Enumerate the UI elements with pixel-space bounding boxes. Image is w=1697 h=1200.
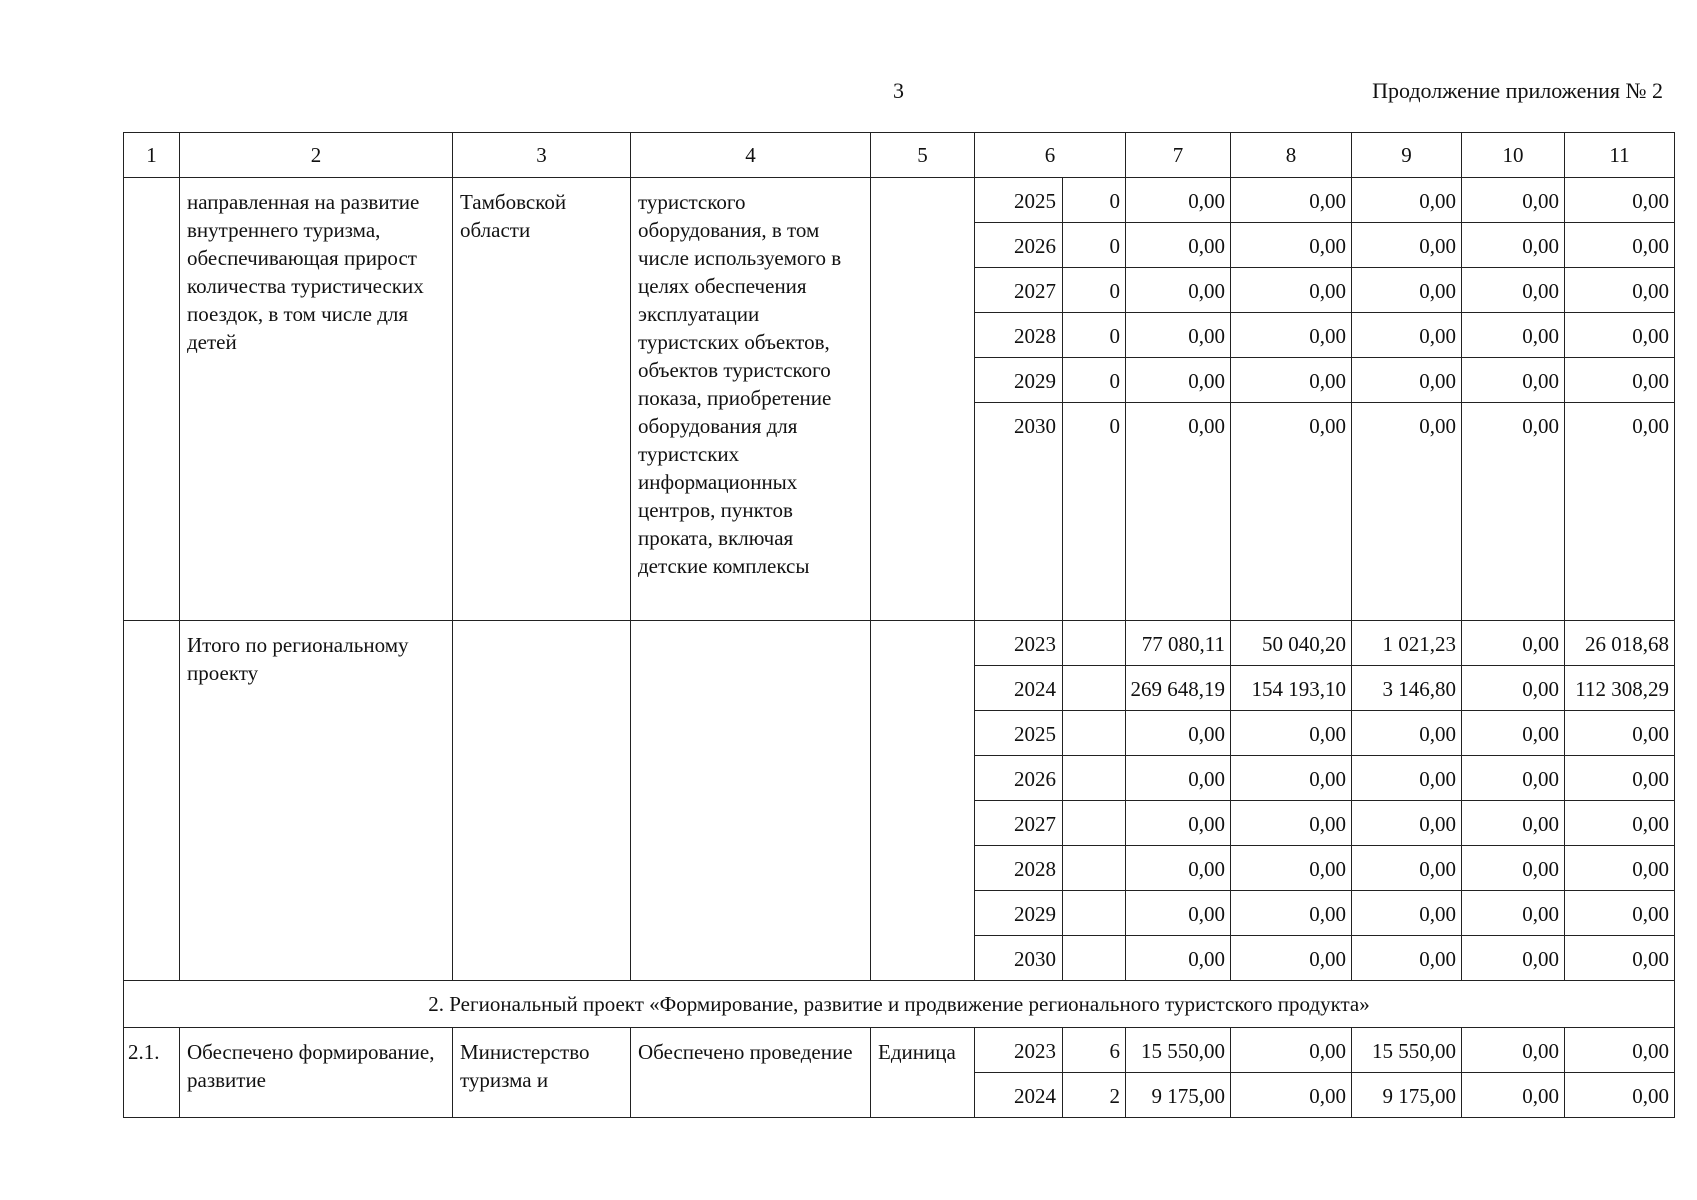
value-cell: 0,00 <box>1126 936 1231 981</box>
count-cell <box>1063 801 1126 846</box>
year-cell: 2026 <box>975 756 1063 801</box>
section-title: 2. Региональный проект «Формирование, развитие и продвижение регионального туристского продукта» <box>124 981 1675 1028</box>
responsible-party <box>453 621 631 981</box>
value-cell: 1 021,23 <box>1352 621 1462 666</box>
column-header: 4 <box>631 133 871 178</box>
appendix-continuation-label: Продолжение приложения № 2 <box>1372 78 1663 103</box>
value-cell: 0,00 <box>1565 1073 1675 1118</box>
value-cell: 0,00 <box>1462 1028 1565 1073</box>
year-cell: 2025 <box>975 711 1063 756</box>
table-row <box>124 178 1675 223</box>
row-index-cell <box>124 621 180 981</box>
value-cell: 50 040,20 <box>1231 621 1352 666</box>
column-header: 2 <box>180 133 453 178</box>
count-cell: 0 <box>1063 358 1126 403</box>
value-cell: 0,00 <box>1565 756 1675 801</box>
count-cell <box>1063 756 1126 801</box>
value-cell: 0,00 <box>1352 801 1462 846</box>
count-cell: 0 <box>1063 313 1126 358</box>
column-header: 1 <box>124 133 180 178</box>
unit-cell <box>871 621 975 981</box>
result-description: туристского оборудования, в том числе используемого в целях обеспечения эксплуатации туристских объектов, объектов туристского показа, приобретение оборудования для туристских информационных центров, пунктов проката, включая детские комплексы <box>631 178 871 621</box>
value-cell: 0,00 <box>1462 936 1565 981</box>
value-cell: 0,00 <box>1231 223 1352 268</box>
value-cell: 0,00 <box>1565 711 1675 756</box>
value-cell: 15 550,00 <box>1352 1028 1462 1073</box>
value-cell: 0,00 <box>1231 846 1352 891</box>
value-cell: 0,00 <box>1352 711 1462 756</box>
value-cell: 0,00 <box>1231 358 1352 403</box>
value-cell: 0,00 <box>1126 268 1231 313</box>
year-cell: 2030 <box>975 936 1063 981</box>
value-cell: 0,00 <box>1462 223 1565 268</box>
value-cell: 112 308,29 <box>1565 666 1675 711</box>
unit-cell <box>871 178 975 621</box>
value-cell: 77 080,11 <box>1126 621 1231 666</box>
count-cell <box>1063 621 1126 666</box>
year-cell: 2025 <box>975 178 1063 223</box>
value-cell: 0,00 <box>1231 1073 1352 1118</box>
value-cell: 0,00 <box>1462 403 1565 621</box>
value-cell: 0,00 <box>1126 403 1231 621</box>
value-cell: 0,00 <box>1352 846 1462 891</box>
value-cell: 0,00 <box>1462 178 1565 223</box>
value-cell: 26 018,68 <box>1565 621 1675 666</box>
value-cell: 0,00 <box>1565 358 1675 403</box>
value-cell: 0,00 <box>1565 403 1675 621</box>
value-cell: 0,00 <box>1565 801 1675 846</box>
value-cell: 0,00 <box>1565 178 1675 223</box>
value-cell: 0,00 <box>1352 358 1462 403</box>
page-number: 3 <box>893 78 904 103</box>
value-cell: 0,00 <box>1231 801 1352 846</box>
value-cell: 0,00 <box>1565 936 1675 981</box>
value-cell: 0,00 <box>1462 891 1565 936</box>
year-cell: 2029 <box>975 891 1063 936</box>
count-cell <box>1063 891 1126 936</box>
year-cell: 2024 <box>975 666 1063 711</box>
value-cell: 9 175,00 <box>1352 1073 1462 1118</box>
value-cell: 0,00 <box>1352 936 1462 981</box>
count-cell: 0 <box>1063 178 1126 223</box>
value-cell: 0,00 <box>1462 268 1565 313</box>
column-header: 6 <box>975 133 1126 178</box>
value-cell: 0,00 <box>1231 891 1352 936</box>
responsible-party: Тамбовской области <box>453 178 631 621</box>
value-cell: 0,00 <box>1231 268 1352 313</box>
value-cell: 0,00 <box>1352 313 1462 358</box>
year-cell: 2029 <box>975 358 1063 403</box>
value-cell: 269 648,19 <box>1126 666 1231 711</box>
value-cell: 0,00 <box>1231 756 1352 801</box>
measure-description: направленная на развитие внутреннего туризма, обеспечивающая прирост количества туристических поездок, в том числе для детей <box>180 178 453 621</box>
count-cell <box>1063 846 1126 891</box>
responsible-party: Министерство туризма и <box>453 1028 631 1118</box>
value-cell: 0,00 <box>1462 846 1565 891</box>
result-description: Обеспечено проведение <box>631 1028 871 1118</box>
value-cell: 0,00 <box>1565 268 1675 313</box>
year-cell: 2024 <box>975 1073 1063 1118</box>
column-number-row <box>124 133 1675 178</box>
row-index-cell: 2.1. <box>124 1028 180 1118</box>
value-cell: 0,00 <box>1462 313 1565 358</box>
section-heading-row <box>124 981 1675 1028</box>
value-cell: 0,00 <box>1462 711 1565 756</box>
value-cell: 9 175,00 <box>1126 1073 1231 1118</box>
value-cell: 0,00 <box>1462 621 1565 666</box>
value-cell: 3 146,80 <box>1352 666 1462 711</box>
count-cell <box>1063 711 1126 756</box>
year-cell: 2023 <box>975 1028 1063 1073</box>
value-cell: 0,00 <box>1462 1073 1565 1118</box>
value-cell: 0,00 <box>1126 711 1231 756</box>
value-cell: 0,00 <box>1352 891 1462 936</box>
value-cell: 0,00 <box>1126 313 1231 358</box>
year-cell: 2027 <box>975 801 1063 846</box>
value-cell: 0,00 <box>1231 936 1352 981</box>
year-cell: 2027 <box>975 268 1063 313</box>
value-cell: 0,00 <box>1231 711 1352 756</box>
year-cell: 2030 <box>975 403 1063 621</box>
measure-description: Обеспечено формирование, развитие <box>180 1028 453 1118</box>
column-header: 7 <box>1126 133 1231 178</box>
value-cell: 0,00 <box>1126 178 1231 223</box>
count-cell: 0 <box>1063 268 1126 313</box>
count-cell <box>1063 936 1126 981</box>
column-header: 11 <box>1565 133 1675 178</box>
value-cell: 0,00 <box>1565 223 1675 268</box>
count-cell: 0 <box>1063 223 1126 268</box>
value-cell: 0,00 <box>1231 1028 1352 1073</box>
budget-table <box>123 132 1675 1118</box>
count-cell: 0 <box>1063 403 1126 621</box>
value-cell: 0,00 <box>1126 846 1231 891</box>
column-header: 5 <box>871 133 975 178</box>
value-cell: 0,00 <box>1565 313 1675 358</box>
value-cell: 0,00 <box>1126 756 1231 801</box>
column-header: 8 <box>1231 133 1352 178</box>
value-cell: 0,00 <box>1352 756 1462 801</box>
unit-cell: Единица <box>871 1028 975 1118</box>
value-cell: 154 193,10 <box>1231 666 1352 711</box>
total-label: Итого по региональному проекту <box>180 621 453 981</box>
year-cell: 2023 <box>975 621 1063 666</box>
value-cell: 0,00 <box>1352 403 1462 621</box>
column-header: 9 <box>1352 133 1462 178</box>
value-cell: 0,00 <box>1126 358 1231 403</box>
value-cell: 0,00 <box>1462 801 1565 846</box>
count-cell: 6 <box>1063 1028 1126 1073</box>
column-header: 3 <box>453 133 631 178</box>
year-cell: 2026 <box>975 223 1063 268</box>
row-index-cell <box>124 178 180 621</box>
count-cell <box>1063 666 1126 711</box>
value-cell: 0,00 <box>1231 178 1352 223</box>
value-cell: 15 550,00 <box>1126 1028 1231 1073</box>
year-cell: 2028 <box>975 846 1063 891</box>
count-cell: 2 <box>1063 1073 1126 1118</box>
column-header: 10 <box>1462 133 1565 178</box>
value-cell: 0,00 <box>1231 313 1352 358</box>
result-description <box>631 621 871 981</box>
table-row <box>124 621 1675 666</box>
year-cell: 2028 <box>975 313 1063 358</box>
value-cell: 0,00 <box>1565 1028 1675 1073</box>
value-cell: 0,00 <box>1565 891 1675 936</box>
value-cell: 0,00 <box>1462 666 1565 711</box>
value-cell: 0,00 <box>1352 178 1462 223</box>
value-cell: 0,00 <box>1565 846 1675 891</box>
value-cell: 0,00 <box>1352 268 1462 313</box>
value-cell: 0,00 <box>1462 756 1565 801</box>
value-cell: 0,00 <box>1462 358 1565 403</box>
table-row <box>124 1028 1675 1073</box>
value-cell: 0,00 <box>1126 223 1231 268</box>
value-cell: 0,00 <box>1352 223 1462 268</box>
value-cell: 0,00 <box>1126 801 1231 846</box>
value-cell: 0,00 <box>1231 403 1352 621</box>
value-cell: 0,00 <box>1126 891 1231 936</box>
